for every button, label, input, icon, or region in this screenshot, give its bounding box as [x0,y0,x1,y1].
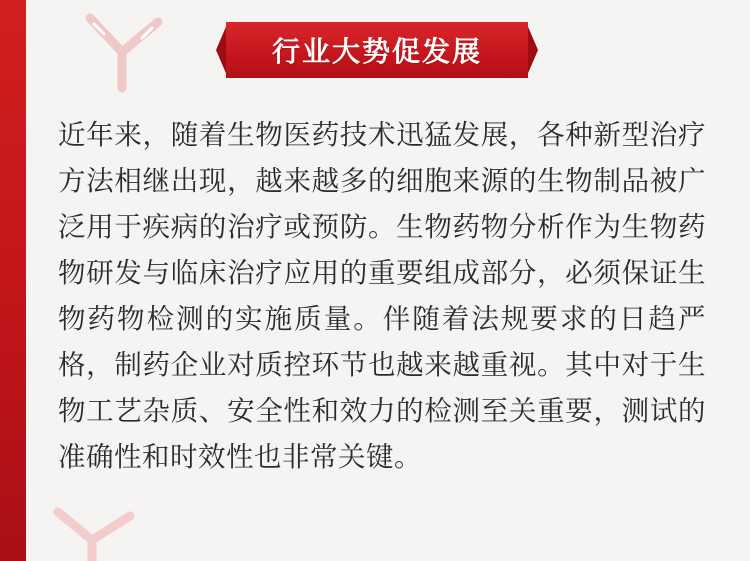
antibody-icon [70,8,190,94]
header-ribbon [216,22,538,78]
body-paragraph [58,112,706,480]
paragraph-text: 近年来，随着生物医药技术迅猛发展，各种新型治疗方法相继出现，越来越多的细胞来源的生物制品被广泛用于疾病的治疗或预防。生物药物分析作为生物药物研发与临床治疗应用的重要组成部分，必须保证生物药物检测的实施质量。伴随着法规要求的日趋严格，制药企业对质控环节也越来越重视。其中对于生物工艺杂质、安全性和效力的检测至关重要，测试的准确性和时效性也非常关键。 [58,119,706,472]
page-title: 行业大势促发展 [271,36,482,67]
left-red-band [0,0,26,561]
antibody-icon-bottom [34,500,154,561]
